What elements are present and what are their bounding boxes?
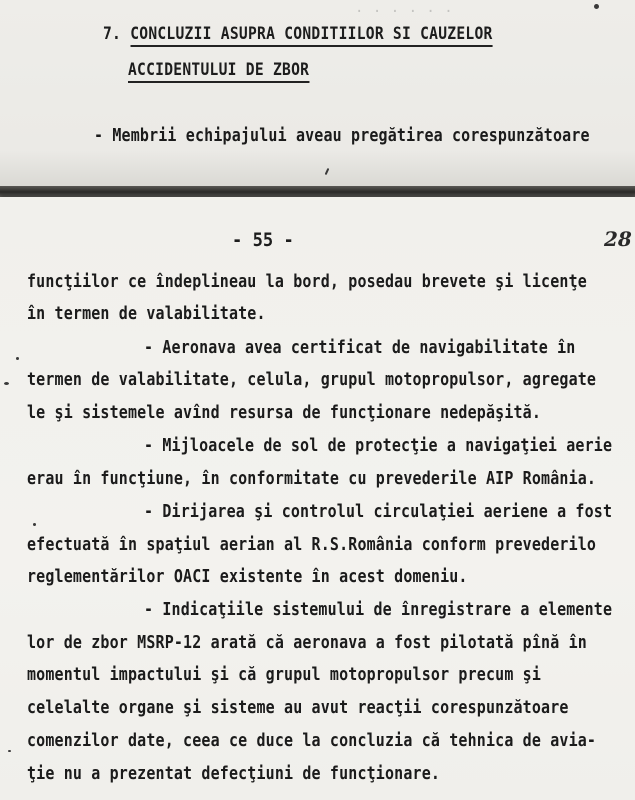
section-heading-line1: CONCLUZII ASUPRA CONDITIILOR SI CAUZELOR [130,24,492,47]
bleed-through-text: · · · · · · [355,4,454,20]
section-heading [103,24,493,44]
ink-speck [8,750,11,752]
body-line-13: momentul impactului şi că grupul motopropulsor precum şi [27,665,542,685]
ink-speck [594,4,599,9]
body-line-12: lor de zbor MSRP-12 arată că aeronava a fost pilotată pînă în [27,633,587,653]
top-page [0,0,635,188]
body-line-9: efectuată în spaţiul aerian al R.S.România conform prevederilo [27,535,597,555]
ink-speck [33,523,36,526]
body-line-14: celelalte organe şi sisteme au avut reacţii corespunzătoare [27,698,569,718]
ink-speck [4,382,9,385]
section-heading-line2: ACCIDENTULUI DE ZBOR [128,60,309,83]
body-line-11: - Indicaţiile sistemului de înregistrare a elemente [144,600,613,620]
body-line-8: - Dirijarea şi controlul circulaţiei aeriene a fost [144,502,613,522]
section-heading-continued [128,60,309,80]
body-line-2: în termen de valabilitate. [27,304,266,324]
body-line-6: - Mijloacele de sol de protecţie a navigaţiei aerie [144,436,613,456]
page-corner-number: 28 [604,227,632,251]
body-line-1: funcţiilor ce îndeplineau la bord, posedau brevete şi licenţe [27,272,587,292]
bottom-page [0,197,635,800]
ink-mark [325,168,330,175]
page-number: - 55 - [232,229,294,251]
body-line-4: termen de valabilitate, celula, grupul motopropulsor, agregate [27,370,597,390]
section-number: 7. [103,24,122,44]
body-line-16: ţie nu a prezentat defecţiuni de funcţionare. [27,764,441,784]
body-line-3: - Aeronava avea certificat de navigabilitate în [144,338,576,358]
top-paragraph-line: - Membrii echipajului aveau pregătirea corespunzătoare [94,126,590,146]
body-line-5: le şi sistemele avînd resursa de funcţionare nedepăşită. [27,403,542,423]
body-line-7: erau în funcţiune, în conformitate cu prevederile AIP România. [27,469,597,489]
body-line-15: comenzilor date, ceea ce duce la concluzia că tehnica de avia- [27,731,597,751]
body-line-10: reglementărilor OACI existente în acest domeniu. [27,567,468,587]
ink-speck [16,357,19,360]
